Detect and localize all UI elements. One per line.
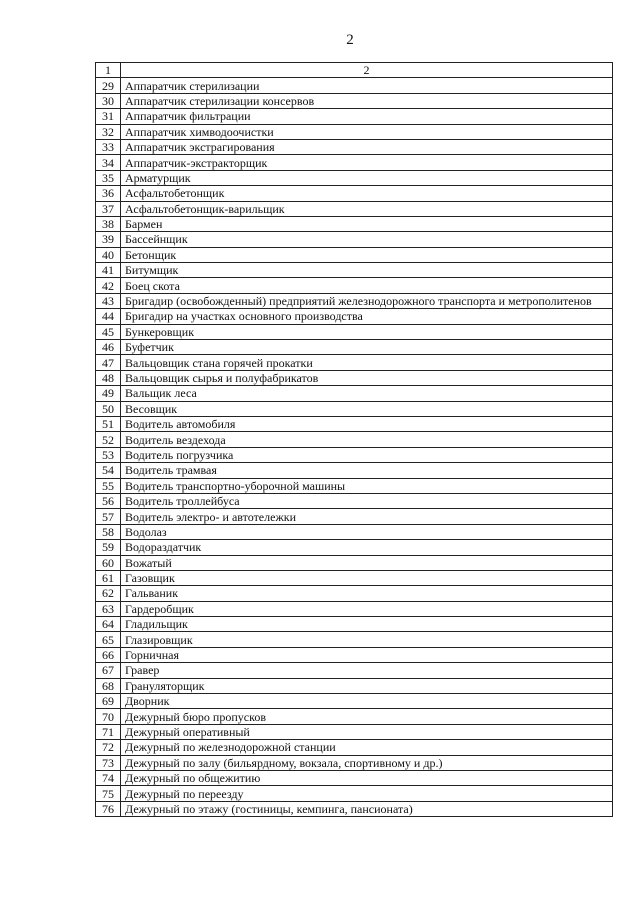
row-name-cell: Гардеробщик [121,601,613,616]
row-name-cell: Вальцовщик сырья и полуфабрикатов [121,370,613,385]
table-row [96,663,613,678]
row-name-cell: Арматурщик [121,170,613,185]
table-row [96,724,613,739]
row-number-cell: 46 [96,340,121,355]
table-row [96,770,613,785]
row-number-cell: 64 [96,617,121,632]
row-name-cell: Весовщик [121,401,613,416]
row-number-cell: 50 [96,401,121,416]
row-name-cell: Дежурный по железнодорожной станции [121,740,613,755]
row-number-cell: 69 [96,694,121,709]
table-row [96,247,613,262]
table-row [96,463,613,478]
table-row [96,416,613,431]
row-name-cell: Водораздатчик [121,540,613,555]
table-row [96,617,613,632]
row-name-cell: Грануляторщик [121,678,613,693]
row-name-cell: Аппаратчик стерилизации [121,78,613,93]
row-number-cell: 41 [96,263,121,278]
row-number-cell: 37 [96,201,121,216]
row-number-cell: 58 [96,524,121,539]
row-name-cell: Боец скота [121,278,613,293]
row-name-cell: Дежурный по залу (бильярдному, вокзала, спортивному и др.) [121,755,613,770]
row-number-cell: 36 [96,186,121,201]
table-row [96,447,613,462]
table-row [96,340,613,355]
row-number-cell: 29 [96,78,121,93]
row-name-cell: Вальцовщик стана горячей прокатки [121,355,613,370]
row-name-cell: Водитель погрузчика [121,447,613,462]
table-row [96,694,613,709]
table-row [96,755,613,770]
row-number-cell: 66 [96,647,121,662]
table-header-row [96,63,613,78]
row-name-cell: Битумщик [121,263,613,278]
row-number-cell: 65 [96,632,121,647]
table-row [96,509,613,524]
table-row [96,555,613,570]
table-row [96,740,613,755]
row-number-cell: 43 [96,293,121,308]
table-row [96,155,613,170]
table-row [96,493,613,508]
table-row [96,632,613,647]
table-row [96,93,613,108]
row-name-cell: Аппаратчик-экстракторщик [121,155,613,170]
row-number-cell: 63 [96,601,121,616]
page-number: 2 [346,32,354,48]
row-number-cell: 76 [96,801,121,816]
row-name-cell: Асфальтобетонщик [121,186,613,201]
row-number-cell: 42 [96,278,121,293]
row-name-cell: Дежурный бюро пропусков [121,709,613,724]
row-number-cell: 48 [96,370,121,385]
row-number-cell: 35 [96,170,121,185]
table-row [96,540,613,555]
table-row [96,139,613,154]
row-number-cell: 34 [96,155,121,170]
row-name-cell: Дворник [121,694,613,709]
row-name-cell: Дежурный по переезду [121,786,613,801]
table-row [96,309,613,324]
table-row [96,201,613,216]
row-name-cell: Бригадир (освобожденный) предприятий железнодорожного транспорта и метрополитенов [121,293,613,308]
row-number-cell: 74 [96,770,121,785]
table-row [96,786,613,801]
row-number-cell: 40 [96,247,121,262]
row-name-cell: Вальщик леса [121,386,613,401]
row-number-cell: 73 [96,755,121,770]
row-number-cell: 70 [96,709,121,724]
table-row [96,586,613,601]
row-number-cell: 51 [96,416,121,431]
row-number-cell: 72 [96,740,121,755]
row-number-cell: 33 [96,139,121,154]
row-name-cell: Глазировщик [121,632,613,647]
row-number-cell: 56 [96,493,121,508]
row-name-cell: Водитель электро- и автотележки [121,509,613,524]
row-name-cell: Водитель вездехода [121,432,613,447]
row-name-cell: Буфетчик [121,340,613,355]
row-name-cell: Водитель транспортно-уборочной машины [121,478,613,493]
row-name-cell: Асфальтобетонщик-варильщик [121,201,613,216]
row-number-cell: 54 [96,463,121,478]
header-cell-number: 1 [96,63,121,78]
row-number-cell: 60 [96,555,121,570]
header-cell-name: 2 [121,63,613,78]
row-number-cell: 47 [96,355,121,370]
row-name-cell: Бригадир на участках основного производства [121,309,613,324]
row-name-cell: Дежурный по общежитию [121,770,613,785]
table-row [96,570,613,585]
row-name-cell: Гравер [121,663,613,678]
row-name-cell: Аппаратчик экстрагирования [121,139,613,154]
row-number-cell: 75 [96,786,121,801]
row-name-cell: Водолаз [121,524,613,539]
table-row [96,370,613,385]
row-number-cell: 49 [96,386,121,401]
table-row [96,124,613,139]
row-name-cell: Водитель трамвая [121,463,613,478]
row-number-cell: 71 [96,724,121,739]
table-row [96,709,613,724]
row-number-cell: 59 [96,540,121,555]
professions-table [95,62,613,817]
table-row [96,278,613,293]
table-row [96,186,613,201]
table-row [96,478,613,493]
row-number-cell: 68 [96,678,121,693]
row-number-cell: 45 [96,324,121,339]
table-row [96,647,613,662]
row-name-cell: Водитель автомобиля [121,416,613,431]
table-row [96,324,613,339]
row-name-cell: Гальваник [121,586,613,601]
table-row [96,601,613,616]
row-number-cell: 62 [96,586,121,601]
row-name-cell: Водитель троллейбуса [121,493,613,508]
table-body [96,63,613,817]
row-number-cell: 32 [96,124,121,139]
table-row [96,232,613,247]
row-name-cell: Бармен [121,216,613,231]
row-number-cell: 61 [96,570,121,585]
row-number-cell: 30 [96,93,121,108]
row-name-cell: Аппаратчик стерилизации консервов [121,93,613,108]
row-number-cell: 39 [96,232,121,247]
table-row [96,293,613,308]
table-row [96,386,613,401]
row-number-cell: 52 [96,432,121,447]
row-name-cell: Аппаратчик фильтрации [121,109,613,124]
row-name-cell: Бетонщик [121,247,613,262]
row-name-cell: Газовщик [121,570,613,585]
table-row [96,355,613,370]
table-row [96,109,613,124]
table-row [96,401,613,416]
row-name-cell: Вожатый [121,555,613,570]
table-row [96,170,613,185]
row-number-cell: 53 [96,447,121,462]
row-number-cell: 31 [96,109,121,124]
row-name-cell: Бункеровщик [121,324,613,339]
row-name-cell: Аппаратчик химводоочистки [121,124,613,139]
row-number-cell: 55 [96,478,121,493]
row-name-cell: Гладильщик [121,617,613,632]
row-number-cell: 57 [96,509,121,524]
row-name-cell: Горничная [121,647,613,662]
table-row [96,524,613,539]
row-number-cell: 67 [96,663,121,678]
table-row [96,678,613,693]
row-number-cell: 44 [96,309,121,324]
table-row [96,216,613,231]
row-number-cell: 38 [96,216,121,231]
row-name-cell: Дежурный оперативный [121,724,613,739]
table-row [96,263,613,278]
row-name-cell: Дежурный по этажу (гостиницы, кемпинга, пансионата) [121,801,613,816]
row-name-cell: Бассейнщик [121,232,613,247]
table-row [96,432,613,447]
table-row [96,78,613,93]
table-row [96,801,613,816]
